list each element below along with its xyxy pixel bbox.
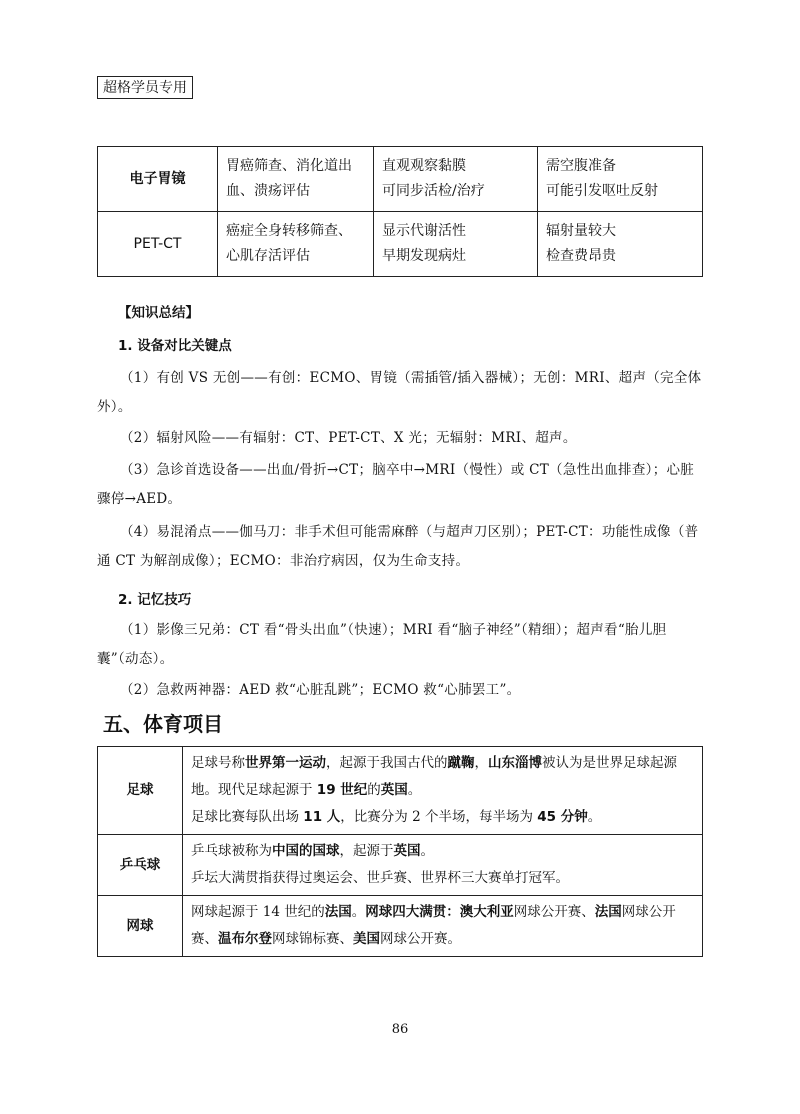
text-span: ，起源于 xyxy=(339,843,394,859)
sport-line xyxy=(191,750,694,804)
section-1-title: 1. 设备对比关键点 xyxy=(118,338,232,354)
pros-line: 直观观察黏膜 xyxy=(382,158,466,174)
pros-line: 显示代谢活性 xyxy=(382,223,466,239)
bold-text: 11 人 xyxy=(303,809,341,825)
text-span: 的 xyxy=(367,782,381,798)
cons-line: 需空腹准备 xyxy=(546,158,616,174)
device-name: PET-CT xyxy=(98,212,218,277)
summary-item: （2）急救两神器：AED 救“心脏乱跳”；ECMO 救“心肺罢工”。 xyxy=(120,682,521,698)
summary-item: （1）有创 VS 无创——有创：ECMO、胃镜（需插管/插入器械）；无创：MRI、超声（完全体外）。 xyxy=(97,370,702,415)
summary-item: （1）影像三兄弟：CT 看“骨头出血”（快速）；MRI 看“脑子神经”（精细）；超声看“胎儿胆囊”（动态）。 xyxy=(97,622,667,667)
sports-table xyxy=(97,746,703,957)
sport-name: 足球 xyxy=(98,747,183,835)
bold-text: 山东淄博 xyxy=(488,755,542,771)
sports-section-title: 五、体育项目 xyxy=(103,712,223,736)
text-span: 足球比赛每队出场 xyxy=(191,809,304,825)
sport-line xyxy=(191,865,694,892)
pros-line: 可同步活检/治疗 xyxy=(382,183,485,199)
sport-line xyxy=(191,838,694,865)
text-span: 网球起源于 14 世纪的 xyxy=(191,904,325,920)
text-span: 乒坛大满贯指获得过奥运会、世乒赛、世界杯三大赛单打冠军。 xyxy=(191,870,569,886)
bold-text: 英国 xyxy=(393,843,421,859)
text-span: 网球公开赛、 xyxy=(513,904,595,920)
text-span: 足球号称 xyxy=(191,755,245,771)
cons-line: 可能引发呕吐反射 xyxy=(546,183,658,199)
sport-line xyxy=(191,804,694,831)
text-span: 被认为是世界足球起源地。现代足球起源于 xyxy=(191,755,677,798)
device-cons xyxy=(538,147,703,212)
text-span: 网球公开赛。 xyxy=(380,931,461,947)
text-span: ，起源于我国古代的 xyxy=(326,755,448,771)
section-2-title: 2. 记忆技巧 xyxy=(118,592,192,608)
device-use: 癌症全身转移筛查、心肌存活评估 xyxy=(218,212,374,277)
table-row xyxy=(98,212,703,277)
table-row xyxy=(98,896,703,957)
text-span: 网球公开赛、 xyxy=(191,904,676,947)
device-use: 胃癌筛查、消化道出血、溃疡评估 xyxy=(218,147,374,212)
summary-item: （2）辐射风险——有辐射：CT、PET-CT、X 光；无辐射：MRI、超声。 xyxy=(120,430,577,446)
bold-text: 19 世纪 xyxy=(316,782,368,798)
text-span: 网球锦标赛、 xyxy=(272,931,353,947)
summary-item: （4）易混淆点——伽马刀：非手术但可能需麻醉（与超声刀区别）；PET-CT：功能性成像（普通 CT 为解剖成像）；ECMO：非治疗病因，仅为生命支持。 xyxy=(97,524,699,569)
sport-line xyxy=(191,899,694,953)
header-tag: 超格学员专用 xyxy=(97,76,193,99)
bold-text: 中国的国球 xyxy=(272,843,340,859)
table-row xyxy=(98,747,703,835)
cons-line: 辐射量较大 xyxy=(546,223,616,239)
cons-line: 检查费昂贵 xyxy=(546,248,616,264)
bold-text: 法国 xyxy=(594,904,622,920)
device-pros xyxy=(374,147,538,212)
bold-text: 法国 xyxy=(324,904,352,920)
sport-desc xyxy=(183,896,703,957)
devices-table xyxy=(97,146,703,277)
sport-name: 乒乓球 xyxy=(98,835,183,896)
bold-text: 45 分钟 xyxy=(537,809,588,825)
sport-desc xyxy=(183,835,703,896)
sport-desc xyxy=(183,747,703,835)
summary-heading: 【知识总结】 xyxy=(118,305,199,321)
bold-text: 美国 xyxy=(353,931,380,947)
text-span: 。 xyxy=(587,809,602,825)
device-pros xyxy=(374,212,538,277)
device-name: 电子胃镜 xyxy=(98,147,218,212)
device-cons xyxy=(538,212,703,277)
text-span: 。 xyxy=(407,782,422,798)
bold-text: 英国 xyxy=(380,782,408,798)
bold-text: 温布尔登 xyxy=(218,931,272,947)
bold-text: 网球四大满贯：澳大利亚 xyxy=(365,904,514,920)
sport-name: 网球 xyxy=(98,896,183,957)
text-span: 。 xyxy=(420,843,434,859)
summary-item: （3）急诊首选设备——出血/骨折→CT；脑卒中→MRI（慢性）或 CT（急性出血排查）；心脏骤停→AED。 xyxy=(97,462,695,507)
page-number: 86 xyxy=(391,1022,409,1037)
text-span: 乒乓球被称为 xyxy=(191,843,272,859)
table-row xyxy=(98,147,703,212)
bold-text: 世界第一运动 xyxy=(245,755,326,771)
pros-line: 早期发现病灶 xyxy=(382,248,466,264)
text-span: ， xyxy=(474,755,488,771)
text-span: 。 xyxy=(351,904,366,920)
bold-text: 蹴鞠 xyxy=(447,755,475,771)
table-row xyxy=(98,835,703,896)
text-span: ，比赛分为 2 个半场，每半场为 xyxy=(340,809,538,825)
